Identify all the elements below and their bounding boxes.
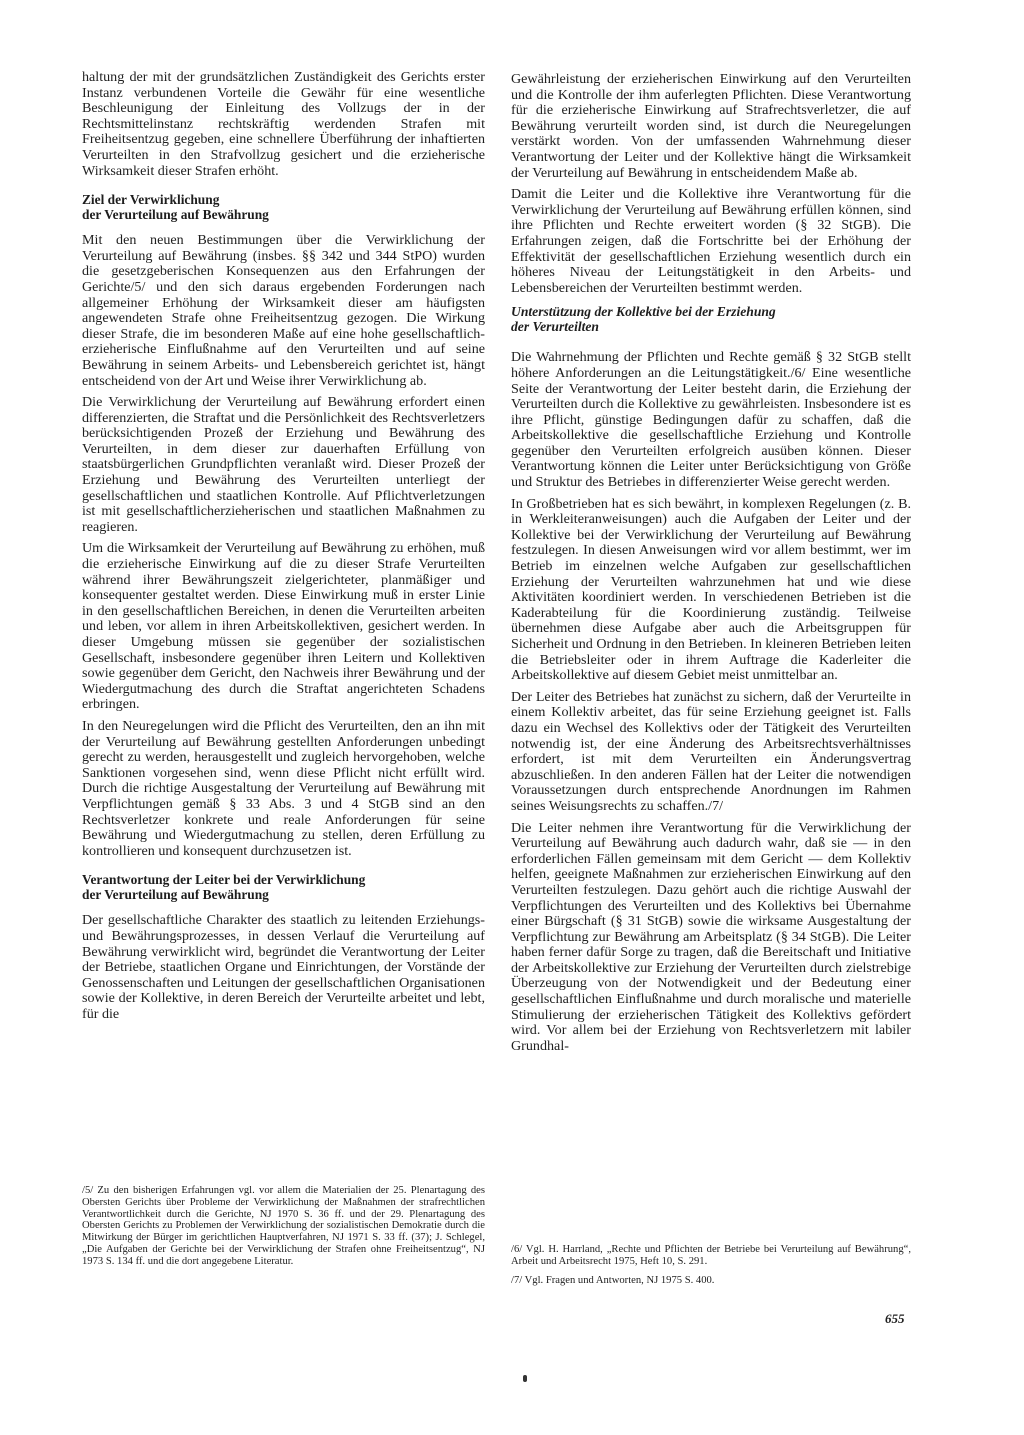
- heading-line: Verantwortung der Leiter bei der Verwirklichung: [82, 872, 366, 888]
- scan-artifact: [523, 1375, 527, 1382]
- page-number: 655: [885, 1311, 905, 1326]
- paragraph: Der gesellschaftliche Charakter des staatlich zu leitenden Erziehungs- und Bewährungsprozesses, in dessen Verlauf die Verurteilung auf Bewährung verwirklicht wird, begründet die Verantwortung der Leiter der Betriebe, staatlichen Organe und Einrichtungen, der Vorstände der Genossenschaften und Leitungen der gesellschaftlichen Organisationen sowie der Kollektive, in deren Bereich der Verurteilte arbeitet und lebt, für die: [82, 912, 485, 1022]
- subsection-heading: [511, 304, 911, 334]
- heading-line: der Verurteilung auf Bewährung: [82, 207, 269, 223]
- paragraph: Gewährleistung der erzieherischen Einwirkung auf den Verurteilten und die Kontrolle der ihm auferlegten Pflichten. Diese Verantwortung für die erzieherische Einwirkung auf Strafrechtsverletzer, die auf Bewährung verurteilt worden sind, ist durch die Neuregelungen verstärkt worden. Von der umfassenden Wahrnehmung dieser Verantwortung der Leiter und der Kollektive hängt die Wirksamkeit der Verurteilung auf Bewährung in entscheidendem Maße ab.: [511, 71, 911, 181]
- right-column: [511, 72, 911, 1060]
- section-heading: [82, 192, 485, 222]
- paragraph: Um die Wirksamkeit der Verurteilung auf Bewährung zu erhöhen, muß die erzieherische Einwirkung auf die zu dieser Strafe Verurteilten während ihrer Bewährungszeit zielgerichteter, planmäßiger und konsequenter gestaltet werden. Diese Einwirkung muß in erster Linie in den gesellschaftlichen Bereichen, in denen die Verurteilten arbeiten und leben, vor allem in ihren Arbeitskollektiven, gesichert werden. In dieser Umgebung müssen sie gegenüber der sozialistischen Gesellschaft, insbesondere gegenüber ihren Leitern und Kollektiven sowie gegenüber dem Gericht, den Nachweis ihrer Bewährung und der Wiedergutmachung des durch die Straftat angerichteten Schadens erbringen.: [82, 540, 485, 713]
- paragraph: haltung der mit der grundsätzlichen Zuständigkeit des Gerichts erster Instanz verbundenen Vorteile die Gewähr für eine wesentliche Beschleunigung der Einleitung des Vollzugs der in der Rechtsmittelinstanz rechtskräftig werdenden Strafen mit Freiheitsentzug gegeben, eine schnellere Überführung der inhaftierten Verurteilten in den Strafvollzug gesichert und die erzieherische Wirksamkeit dieser Strafen erhöht.: [82, 69, 485, 179]
- paragraph: Die Verwirklichung der Verurteilung auf Bewährung erfordert einen differenzierten, die Straftat und die Persönlichkeit des Rechtsverletzers berücksichtigenden Prozeß der Erziehung und Bewährung des Verurteilten, in dem dieser zur dauerhaften Erfüllung von staatsbürgerlichen Grundpflichten veranlaßt wird. Dieser Prozeß der Erziehung und Bewährung des Verurteilten unterliegt der gesellschaftlichen und staatlichen Kontrolle. Auf Pflichtverletzungen ist mit gesellschaftlicherzieherischen und staatlichen Maßnahmen zu reagieren.: [82, 394, 485, 535]
- paragraph: In den Neuregelungen wird die Pflicht des Verurteilten, den an ihn mit der Verurteilung auf Bewährung gestellten Anforderungen unbedingt gerecht zu werden, herausgestellt und zugleich hervorgehoben, welche Sanktionen vorgesehen sind, wenn diese Pflicht nicht erfüllt wird. Durch die richtige Ausgestaltung der Verurteilung auf Bewährung mit Verpflichtungen gemäß § 33 Abs. 3 und 4 StGB sind an den Rechtsverletzer konkrete und reale Anforderungen für seine Bewährung und Wiedergutmachung zu stellen, deren Erfüllung zu kontrollieren und konsequent durchzusetzen ist.: [82, 717, 485, 859]
- paragraph: In Großbetrieben hat es sich bewährt, in komplexen Regelungen (z. B. in Werkleiteranweisungen) auch die Aufgaben der Leiter und der Kollektive bei der Verwirklichung der Verurteilung auf Bewährung festzulegen. In diesen Anweisungen wird vor allem bestimmt, wer im Betrieb im einzelnen welche Aufgaben zur gesellschaftlichen Erziehung der Verurteilten wahrzunehmen hat und wie diese Aktivitäten koordiniert werden. In verschiedenen Betrieben ist die Kaderabteilung für die Koordinierung zuständig. Teilweise übernehmen diese Aufgabe aber auch die Arbeitsgruppen für Sicherheit und Ordnung in den Betrieben. In kleineren Betrieben leiten die Betriebsleiter oder in ihrem Auftrage die Kaderleiter die Arbeitskollektive auf diesem Gebiet meist unmittelbar an.: [511, 495, 911, 684]
- paragraph: Mit den neuen Bestimmungen über die Verwirklichung der Verurteilung auf Bewährung (insbes. §§ 342 und 344 StPO) wurden die gesetzgeberischen Konsequenzen aus den Erfahrungen der Gerichte/5/ und den sich daraus ergebenden Forderungen nach allgemeiner Erhöhung der Wirksamkeit dieser am häufigsten angewendeten Strafe ohne Freiheitsentzug gezogen. Die Wirkung dieser Strafe, die im besonderen Maße auf eine hohe gesellschaftlich-erzieherische Einflußnahme auf den Verurteilten und auf seine Bewährung in seinem Arbeits- und Lebensbereich gerichtet ist, hängt entscheidend von der Art und Weise ihrer Verwirklichung ab.: [82, 232, 485, 389]
- heading-line: Unterstützung der Kollektive bei der Erziehung: [511, 304, 776, 320]
- heading-line: Ziel der Verwirklichung: [82, 192, 220, 208]
- paragraph: Die Wahrnehmung der Pflichten und Rechte gemäß § 32 StGB stellt höhere Anforderungen an die Leitungstätigkeit./6/ Eine wesentliche Seite der Verantwortung der Leiter besteht darin, die Erziehung der Verurteilten durch die Kollektive zu gewährleisten. Insbesondere ist es ihre Pflicht, günstige Bedingungen dafür zu schaffen, daß die Arbeitskollektive die gesellschaftliche Erziehung und Kontrolle gegenüber den Verurteilten erfolgreich ausüben können. Dieser Verantwortung können die Leiter unter Berücksichtigung von Größe und Struktur des Betriebes in differenzierter Weise gerecht werden.: [511, 349, 911, 491]
- left-column: [82, 70, 485, 1028]
- paragraph: Die Leiter nehmen ihre Verantwortung für die Verwirklichung der Verurteilung auf Bewährung auch dadurch wahr, daß sie — in den erforderlichen Fällen gemeinsam mit dem Gericht — dem Kollektiv helfen, geeignete Maßnahmen zur erzieherischen Einwirkung auf den Verurteilten festzulegen. Dazu gehört auch die richtige Auswahl der Verpflichtungen des Verurteilten und des Kollektivs bei Übernahme einer Bürgschaft (§ 31 StGB) sowie die wirksame Ausgestaltung der Verpflichtung zur Bewährung am Arbeitsplatz (§ 34 StGB). Die Leiter haben ferner dafür Sorge zu tragen, daß die Bereitschaft und Initiative der Arbeitskollektive zur Erziehung der Verurteilten durch zielstrebige Überzeugung von der Notwendigkeit und der Bedeutung einer gesellschaftlichen Einflußnahme und durch moralische und materielle Stimulierung der erzieherischen Tätigkeit des Kollektivs gefördert wird. Vor allem bei der Erziehung von Rechtsverletzern mit labiler Grundhal-: [511, 819, 911, 1054]
- footnote-5: /5/ Zu den bisherigen Erfahrungen vgl. vor allem die Materialien der 25. Plenartagung des Obersten Gerichts über Probleme der Verwirklichung der Maßnahmen der strafrechtlichen Verantwortlichkeit durch die Gerichte, NJ 1970 S. 36 ff. und der 29. Plenartagung des Obersten Gerichts zu Problemen der Verwirklichung der sozialistischen Demokratie durch die Mitwirkung der Bürger im gerichtlichen Hauptverfahren, NJ 1971 S. 33 ff. (37); J. Schlegel, „Die Aufgaben der Gerichte bei der Verwirklichung der Strafen ohne Freiheitsentzug“, NJ 1973 S. 134 ff. und die dort angegebene Literatur.: [82, 1185, 485, 1267]
- heading-line: der Verurteilung auf Bewährung: [82, 887, 269, 903]
- footnotes-left: [82, 1185, 485, 1275]
- paragraph: Der Leiter des Betriebes hat zunächst zu sichern, daß der Verurteilte in einem Kollektiv arbeitet, das für seine Erziehung geeignet ist. Falls dazu ein Wechsel des Kollektivs oder der Tätigkeit des Verurteilten notwendig ist, der eine Änderung des Arbeitsrechtsverhältnisses erfordert, ist mit dem Verurteilten ein Änderungsvertrag abzuschließen. In den anderen Fällen hat der Leiter die notwendigen Voraussetzungen durch entsprechende Anordnungen im Rahmen seines Weisungsrechts zu schaffen./7/: [511, 688, 911, 814]
- heading-line: der Verurteilten: [511, 319, 599, 335]
- paragraph: Damit die Leiter und die Kollektive ihre Verantwortung für die Verwirklichung der Verurteilung auf Bewährung erfüllen können, sind ihre Pflichten und Rechte erweitert worden (§ 32 StGB). Die Erfahrungen zeigen, daß die Fortschritte bei der Erhöhung der Effektivität der gesellschaftlichen Erziehung wesentlich durch ein höheres Niveau der Leitungstätigkeit in den Arbeits- und Lebensbereichen der Verurteilten bestimmt werden.: [511, 186, 911, 296]
- footnote-6: /6/ Vgl. H. Harrland, „Rechte und Pflichten der Betriebe bei Verurteilung auf Bewährung“, Arbeit und Arbeitsrecht 1975, Heft 10, S. 291.: [511, 1244, 911, 1267]
- section-heading: [82, 872, 485, 902]
- footnotes-right: [511, 1244, 911, 1293]
- footnote-7: /7/ Vgl. Fragen und Antworten, NJ 1975 S. 400.: [511, 1274, 715, 1286]
